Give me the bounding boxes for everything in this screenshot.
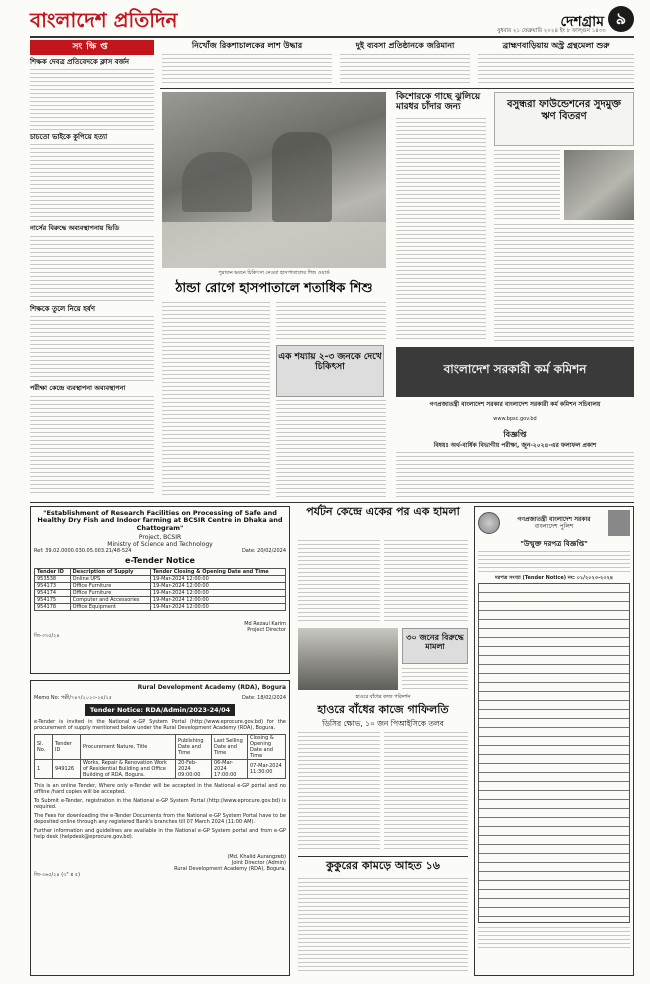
cold-main-headline: ঠান্ডা রোগে হাসপাতালে শতাধিক শিশু	[175, 281, 373, 296]
bcsir-ministry: Ministry of Science and Technology	[107, 541, 213, 549]
bcsir-code: জি-৩৭৫/২৪	[34, 632, 60, 639]
table-cell: 06-Mar-2024 17:00:00	[212, 760, 248, 779]
police-intro	[478, 551, 630, 573]
haor-box	[402, 628, 468, 664]
table-row	[35, 589, 286, 596]
divider	[298, 856, 468, 857]
brief-text-1	[30, 69, 154, 131]
brief-headline-4: শিক্ষকে তুলে নিয়ে হর্ষণ	[30, 305, 96, 313]
police-logo	[478, 512, 500, 534]
fine-headline: দুই ব্যবসা প্রতিষ্ঠানকে জরিমানা	[355, 41, 455, 50]
basundhara-text-2	[494, 224, 634, 342]
sangkhipta-header: সংক্ষিপ্ত	[30, 40, 154, 55]
brief-headline-5: পরীক্ষা কেন্দ্রে ব্যবস্থাপনা অব্যবস্থাপনা	[30, 384, 126, 392]
farmer-text	[396, 118, 486, 342]
table-row	[35, 603, 286, 610]
psc-web: www.bpsc.gov.bd	[493, 416, 537, 422]
rda-memo: Memo No: পল্লী/৭৪৭/২০২৩-২৪/২৫	[34, 695, 112, 701]
police-table	[478, 583, 630, 923]
basundhara-photo	[564, 150, 634, 220]
haor-text-0	[402, 668, 468, 690]
table-cell: Computer and Accessories	[70, 596, 150, 603]
haor-text-1	[298, 732, 380, 852]
police-sub: দরপত্র সংখ্যা (Tender Notice) নং: ০১/২০২৩-২০২৪	[494, 575, 614, 582]
police-org: বাংলাদেশ পুলিশ	[534, 523, 574, 530]
table-cell: 949126	[53, 760, 81, 779]
table-cell: Office Equipment	[70, 603, 150, 610]
psc-sub: গণপ্রজাতন্ত্রী বাংলাদেশ সরকার বাংলাদেশ সরকারী কর্ম কমিশন সচিবালয়	[429, 401, 601, 408]
table-cell: 954178	[35, 603, 71, 610]
rda-para-2: To Submit e-Tender, registration in the National e-GP System Portal (http://www.eprocure.gov.bd) is required.	[34, 798, 286, 810]
police-gov: গণপ্রজাতন্ত্রী বাংলাদেশ সরকার	[517, 516, 591, 523]
bcsir-date: Date: 20/02/2024	[241, 548, 286, 555]
table-header	[35, 568, 286, 575]
haor-headline: হাওরে বাঁধের কাজে গাফিলতি	[317, 703, 449, 716]
bcsir-notice: e-Tender Notice	[125, 556, 195, 566]
table-header-cell: Tender ID	[35, 568, 71, 575]
table-header-cell: Description of Supply	[70, 568, 150, 575]
brahmanbaria-text	[478, 54, 634, 84]
police-portrait	[608, 510, 630, 536]
bcsir-sign-title: Project Director	[247, 626, 286, 633]
table-cell: 954173	[35, 582, 71, 589]
tourism-headline: পর্যটন কেন্দ্রে একের পর এক হামলা	[306, 505, 460, 518]
brahmanbaria-headline: ব্রাহ্মণবাড়িয়ায় অস্ট্র গ্রন্থমেলা শুরু	[502, 41, 610, 50]
tourism-text-2	[384, 540, 468, 624]
table-header-cell: Procurement Nature, Title	[81, 735, 176, 760]
psc-notice-title: বিষয়ঃ অর্থ-বার্ষিক বিভাগীয় পরীক্ষা, জুন-২০২৪-এর ফলাফল প্রকাশ	[433, 442, 597, 449]
table-cell: 1	[35, 760, 53, 779]
basundhara-headline: বসুন্ধরা ফাউন্ডেশনের সুদমুক্ত ঋণ বিতরণ	[507, 99, 621, 122]
hospital-photo-caption: পুরাতন ভবনে চিকিৎসা নেওয়া হাসপাতালের শিশু ওয়ার্ড	[218, 270, 330, 276]
basundhara-box	[494, 92, 634, 146]
date-line: বুধবার ২১ ফেব্রুয়ারি ২০২৪ ইং ৮ ফাল্গুন ১৪৩০	[497, 28, 606, 34]
table-cell: 954175	[35, 596, 71, 603]
rda-sign-title: Joint Director (Admin)	[231, 860, 286, 866]
brief-headline-3: নার্সের বিরুদ্ধে অব্যবস্থাপনায় ভিডি	[30, 224, 120, 232]
dog-text	[298, 878, 468, 974]
bcsir-title: "Establishment of Research Facilities on Processing of Safe and Healthy Dry Fish and Indoor farming at BCSIR Centre in Dhaka and Chattogram"	[37, 509, 283, 532]
brief-text-4	[30, 316, 154, 382]
table-header-cell: Last Selling Date and Time	[212, 735, 248, 760]
police-header	[478, 510, 630, 536]
cold-text-3	[276, 400, 386, 498]
cold-text-2	[276, 302, 386, 342]
table-row	[35, 596, 286, 603]
psc-notice-text	[396, 452, 634, 498]
bcsir-ref: Ref: 39.02.0000.030.05.003.21/48-524	[34, 548, 132, 555]
police-title: "উন্মুক্ত দরপত্র বিজ্ঞপ্তি"	[520, 540, 588, 548]
haor-text-2	[384, 732, 468, 852]
rda-name: Rural Development Academy (RDA), Bogura	[137, 684, 286, 691]
table-cell: 20-Feb-2024 09:00:00	[176, 760, 212, 779]
haor-photo-caption: হাওরে বাঁধের কাজ পরিদর্শন	[355, 694, 411, 700]
table-cell: Online UPS	[70, 575, 150, 582]
basundhara-text-1	[494, 150, 560, 220]
rda-para-1: This is an online Tender, Where only e-Tender will be accepted in the National e-GP portal and no offline /hard copies will be accepted.	[34, 783, 286, 795]
bcsir-project: Project, BCSIR	[138, 534, 182, 542]
rda-code: জি-৩৬৫/২৪ (৩" x ৫)	[34, 872, 81, 878]
table-header-cell: Closing & Opening Date and Time	[248, 735, 286, 760]
psc-banner	[396, 347, 634, 397]
bcsir-ref-row	[34, 548, 286, 554]
haor-box-text: ৩০ জনের বিরুদ্ধে মামলা	[406, 633, 464, 652]
rda-notice: Tender Notice: RDA/Admin/2023-24/04	[85, 704, 235, 716]
psc-banner-text: বাংলাদেশ সরকারী কর্ম কমিশন	[443, 362, 587, 376]
bcsir-table	[34, 568, 286, 611]
brief-text-2	[30, 144, 154, 222]
rda-para-3: The Fees for downloading the e-Tender Documents from the National e-GP System Portal have to be deposited online through any registered Bank's branches till 07 March 2024 (11:00 AM).	[34, 813, 286, 825]
rda-table	[34, 734, 286, 779]
rda-para-4: Further information and guidelines are available in the National e-GP System portal and from e-GP help desk (helpdesk@eprocure.gov.bd).	[34, 828, 286, 840]
page-number: ৯	[608, 6, 634, 32]
table-cell: 19-Mar-2024 12:00:00	[150, 596, 285, 603]
table-header-cell: Sl. No.	[35, 735, 53, 760]
bcsir-sign-name: Md Rezaul Karim	[244, 620, 286, 627]
table-cell: 953538	[35, 575, 71, 582]
hospital-photo	[162, 92, 386, 268]
cold-box-text: এক শয্যায় ২-৩ জনকে দেখে চিকিৎসা	[278, 352, 382, 373]
haor-photo	[298, 628, 398, 690]
brief-headline-1: শিক্ষক দেবত্র প্রতিবেদকে ক্লাস বর্জন	[30, 58, 130, 66]
police-footer	[478, 927, 630, 951]
rda-sign-org: Rural Development Academy (RDA), Bogura.	[174, 866, 286, 872]
brief-headline-2: চাচতো ভাইকে কুপিয়ে হত্যা	[30, 133, 108, 141]
table-cell: 19-Mar-2024 12:00:00	[150, 575, 285, 582]
dog-headline: কুকুরের কামড়ে আহত ১৬	[326, 859, 440, 872]
bcsir-ad	[30, 506, 290, 674]
rickshaw-headline: নিখোঁজ রিকশাচালকের লাশ উদ্ধার	[191, 41, 303, 50]
rda-ad	[30, 680, 290, 976]
fine-text	[340, 54, 470, 84]
table-cell: 19-Mar-2024 12:00:00	[150, 603, 285, 610]
police-ad	[474, 506, 634, 976]
table-cell: 07-Mar-2024 11:30:00	[248, 760, 286, 779]
table-cell: Works, Repair & Renovation Work of Residential Building and Office Building of RDA, Bogura.	[81, 760, 176, 779]
tourism-text-1	[298, 540, 380, 624]
rda-intro: e-Tender is invited in the National e-GP System Portal (http://www.eprocure.gov.bd) for the procurement of supply mentioned below under the Rural Development Academy (RDA), Bogura.	[34, 719, 286, 731]
rda-memo-row	[34, 695, 286, 701]
rda-sign: (Md. Khalid Aurangzeb)	[227, 854, 286, 860]
table-cell: 19-Mar-2024 12:00:00	[150, 589, 285, 596]
table-header-cell: Tender Closing & Opening Date and Time	[150, 568, 285, 575]
table-header-cell: Tender ID	[53, 735, 81, 760]
police-header-text	[517, 516, 590, 530]
table-cell: 19-Mar-2024 12:00:00	[150, 582, 285, 589]
brief-text-3	[30, 236, 154, 302]
brief-text-5	[30, 396, 154, 496]
table-row	[35, 575, 286, 582]
table-cell: Office Furniture	[70, 582, 150, 589]
divider	[30, 502, 634, 503]
logo: বাংলাদেশ প্রতিদিন	[30, 8, 178, 32]
table-header	[35, 735, 286, 760]
table-row	[35, 760, 286, 779]
haor-subheadline: ডিসির ক্ষোভ, ১০ জন পিআইসিকে তলব	[322, 719, 444, 728]
masthead	[30, 4, 634, 38]
rda-date: Date: 18/02/2024	[241, 695, 286, 701]
psc-notice-head: বিজ্ঞপ্তি	[503, 430, 527, 439]
table-cell: Office Furniture	[70, 589, 150, 596]
section-label: দেশগ্রাম	[560, 14, 604, 30]
table-cell: 954174	[35, 589, 71, 596]
rickshaw-text	[162, 54, 332, 84]
farmer-headline: কিশোরকে গাছে ঝুলিয়ে মারধর চাঁদার জন্য	[396, 92, 481, 113]
cold-box	[276, 345, 384, 397]
table-header-cell: Publishing Date and Time	[176, 735, 212, 760]
divider	[160, 88, 634, 89]
cold-text-1	[162, 302, 270, 498]
table-row	[35, 582, 286, 589]
